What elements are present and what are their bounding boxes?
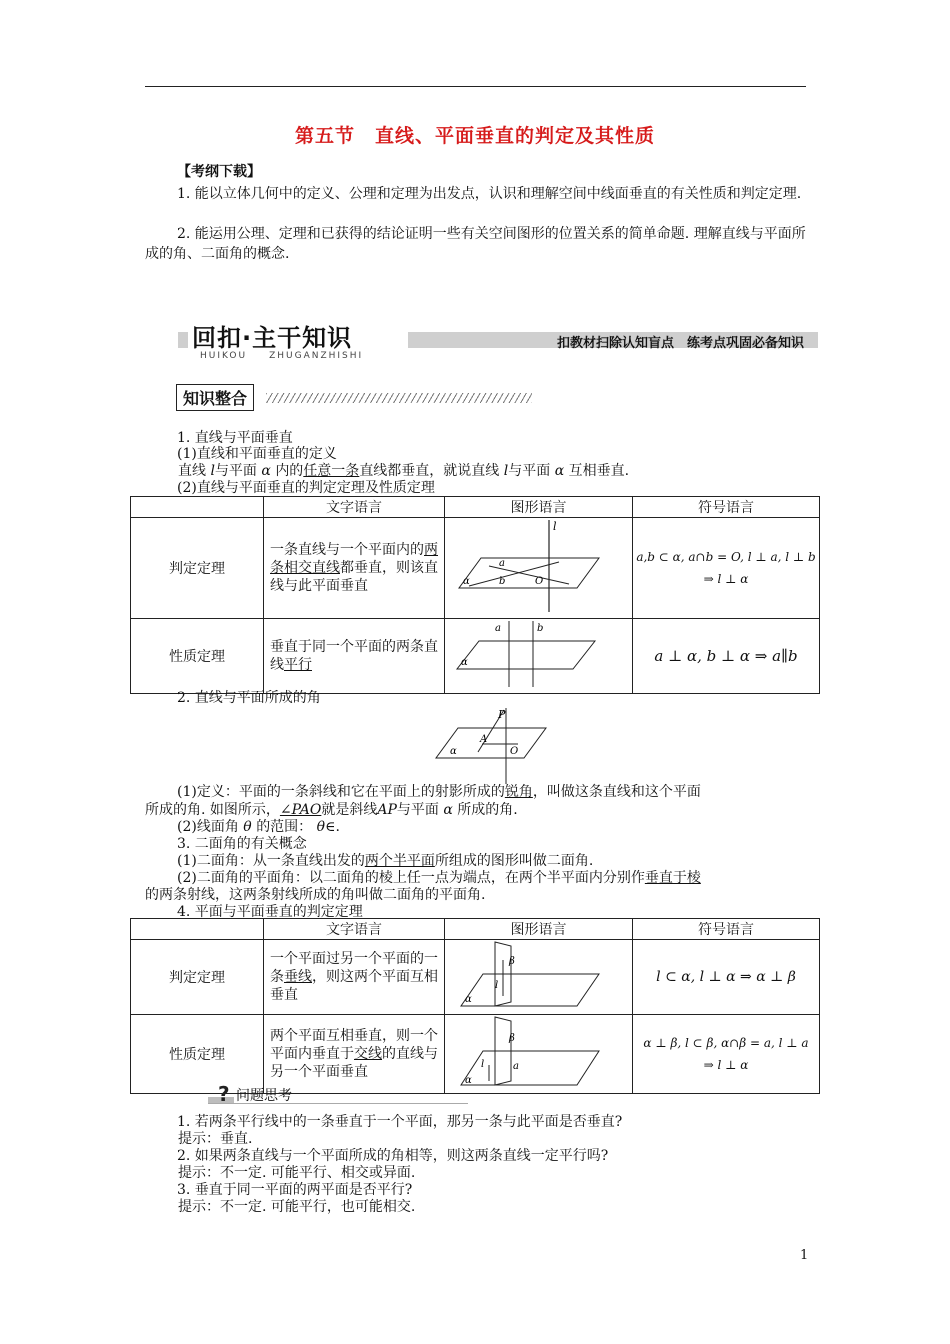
svg-text:β: β — [508, 956, 515, 967]
t1-row2-symbol: a ⊥ α, b ⊥ α ⇒ a∥b — [633, 619, 820, 694]
page-number: 1 — [800, 1248, 809, 1263]
svg-text:b: b — [498, 576, 505, 587]
t1-header-text: 文字语言 — [264, 497, 445, 518]
svg-text:β: β — [508, 1033, 515, 1044]
table-line-plane — [130, 496, 820, 694]
t1-header-figure: 图形语言 — [445, 497, 633, 518]
t2-row1-figure — [445, 940, 633, 1015]
answer-1: 提示：垂直. — [178, 1131, 253, 1147]
svg-text:α: α — [460, 657, 468, 668]
banner-slogan: 扣教材扫除认知盲点 练考点巩固必备知识 — [556, 336, 804, 351]
t2-row2-label: 性质定理 — [131, 1015, 264, 1094]
s3-line2: (2)二面角的平面角：以二面角的棱上任一点为端点，在两个半平面内分别作垂直于棱 — [177, 870, 701, 886]
t1-row2-label: 性质定理 — [131, 619, 264, 694]
svg-text:a: a — [498, 558, 505, 569]
t2-header-figure: 图形语言 — [445, 919, 633, 940]
s2-def-line1: (1)定义：平面的一条斜线和它在平面上的射影所成的锐角，叫做这条直线和这个平面 — [177, 784, 701, 800]
svg-text:O: O — [510, 746, 519, 757]
t1-row1-text: 一条直线与一个平面内的两条相交直线都垂直，则该直线与此平面垂直 — [264, 518, 445, 619]
line-perpendicular-plane-figure — [449, 518, 629, 614]
question-3: 3. 垂直于同一平面的两平面是否平行? — [177, 1182, 413, 1198]
s1-sub2: (2)直线与平面垂直的判定定理及性质定理 — [177, 480, 435, 496]
t1-row1-symbol: a,b ⊂ α, a∩b = O, l ⊥ a, l ⊥ b ⇒ l ⊥ α — [633, 518, 820, 619]
t2-header-symbol: 符号语言 — [633, 919, 820, 940]
s2-range: (2)线面角 θ 的范围： θ∈. — [177, 819, 340, 835]
s3-line1: (1)二面角：从一条直线出发的两个半平面所组成的图形叫做二面角. — [177, 853, 594, 869]
banner-title: 回扣·主干知识 — [192, 324, 353, 352]
banner-pinyin: HUIKOU ZHUGANZHISHI — [200, 351, 364, 361]
svg-text:l: l — [552, 520, 557, 533]
svg-text:b: b — [536, 623, 543, 634]
table-plane-plane — [130, 918, 820, 1094]
svg-text:a: a — [494, 623, 501, 634]
page-title: 第五节 直线、平面垂直的判定及其性质 — [294, 125, 655, 147]
section-banner — [178, 320, 818, 360]
hatch-decoration — [266, 393, 532, 403]
s1-definition: 直线 l与平面 α 内的任意一条直线都垂直，就说直线 l与平面 α 互相垂直. — [178, 463, 630, 479]
svg-text:α: α — [464, 994, 472, 1005]
s3-heading: 3. 二面角的有关概念 — [177, 836, 307, 852]
t2-row1-text: 一个平面过另一个平面的一条垂线，则这两个平面互相垂直 — [264, 940, 445, 1015]
line-plane-angle-figure — [430, 706, 550, 786]
svg-text:?: ? — [218, 1083, 230, 1105]
s2-heading: 2. 直线与平面所成的角 — [177, 690, 321, 706]
svg-text:P: P — [498, 708, 506, 721]
question-1: 1. 若两条平行线中的一条垂直于一个平面，那另一条与此平面是否垂直? — [177, 1114, 623, 1130]
t1-row1-figure — [445, 518, 633, 619]
outline-item-2: 2. 能运用公理、定理和已获得的结论证明一些有关空间图形的位置关系的简单命题. 理解直线与平面所成的角、二面角的概念. — [145, 226, 806, 262]
s1-heading: 1. 直线与平面垂直 — [177, 430, 293, 446]
parallel-perpendicular-figure — [449, 619, 629, 689]
t2-header-text: 文字语言 — [264, 919, 445, 940]
svg-text:α: α — [450, 746, 457, 757]
svg-text:a: a — [512, 1061, 519, 1072]
s4-heading: 4. 平面与平面垂直的判定定理 — [177, 904, 363, 920]
outline-heading: 【考纲下载】 — [177, 164, 261, 180]
svg-text:α: α — [462, 576, 470, 587]
question-header — [208, 1083, 468, 1105]
svg-text:O: O — [534, 576, 543, 587]
s1-sub1: (1)直线和平面垂直的定义 — [177, 446, 337, 462]
svg-text:α: α — [464, 1075, 472, 1086]
question-mark-icon — [208, 1083, 238, 1105]
svg-text:l: l — [480, 1059, 484, 1070]
t1-row2-text: 垂直于同一个平面的两条直线平行 — [264, 619, 445, 694]
t2-row2-figure — [445, 1015, 633, 1094]
t1-row2-figure — [445, 619, 633, 694]
plane-perpendicular-property-figure — [449, 1015, 629, 1089]
t2-row1-label: 判定定理 — [131, 940, 264, 1015]
s2-def-line2: 所成的角. 如图所示，∠PAO就是斜线AP与平面 α 所成的角. — [145, 802, 518, 818]
t1-row1-label: 判定定理 — [131, 518, 264, 619]
answer-3: 提示：不一定. 可能平行，也可能相交. — [178, 1199, 416, 1215]
s3-line3: 的两条射线，这两条射线所成的角叫做二面角的平面角. — [145, 887, 486, 903]
t2-row1-symbol: l ⊂ α, l ⊥ α ⇒ α ⊥ β — [633, 940, 820, 1015]
answer-2: 提示：不一定. 可能平行、相交或异面. — [178, 1165, 416, 1181]
top-rule — [145, 86, 806, 87]
question-2: 2. 如果两条直线与一个平面所成的角相等，则这两条直线一定平行吗? — [177, 1148, 609, 1164]
t2-row2-symbol: α ⊥ β, l ⊂ β, α∩β = a, l ⊥ a ⇒ l ⊥ α — [633, 1015, 820, 1094]
outline-item-1: 1. 能以立体几何中的定义、公理和定理为出发点，认识和理解空间中线面垂直的有关性质和判定定理. — [177, 186, 802, 202]
knowledge-label: 知识整合 — [176, 384, 254, 411]
t1-header-symbol: 符号语言 — [633, 497, 820, 518]
svg-text:l: l — [494, 980, 498, 991]
question-label: 问题思考 — [236, 1088, 292, 1104]
t2-row2-text: 两个平面互相垂直，则一个平面内垂直于交线的直线与另一个平面垂直 — [264, 1015, 445, 1094]
svg-text:A: A — [480, 734, 488, 745]
plane-perpendicular-judge-figure — [449, 940, 629, 1010]
question-underline — [208, 1103, 468, 1104]
